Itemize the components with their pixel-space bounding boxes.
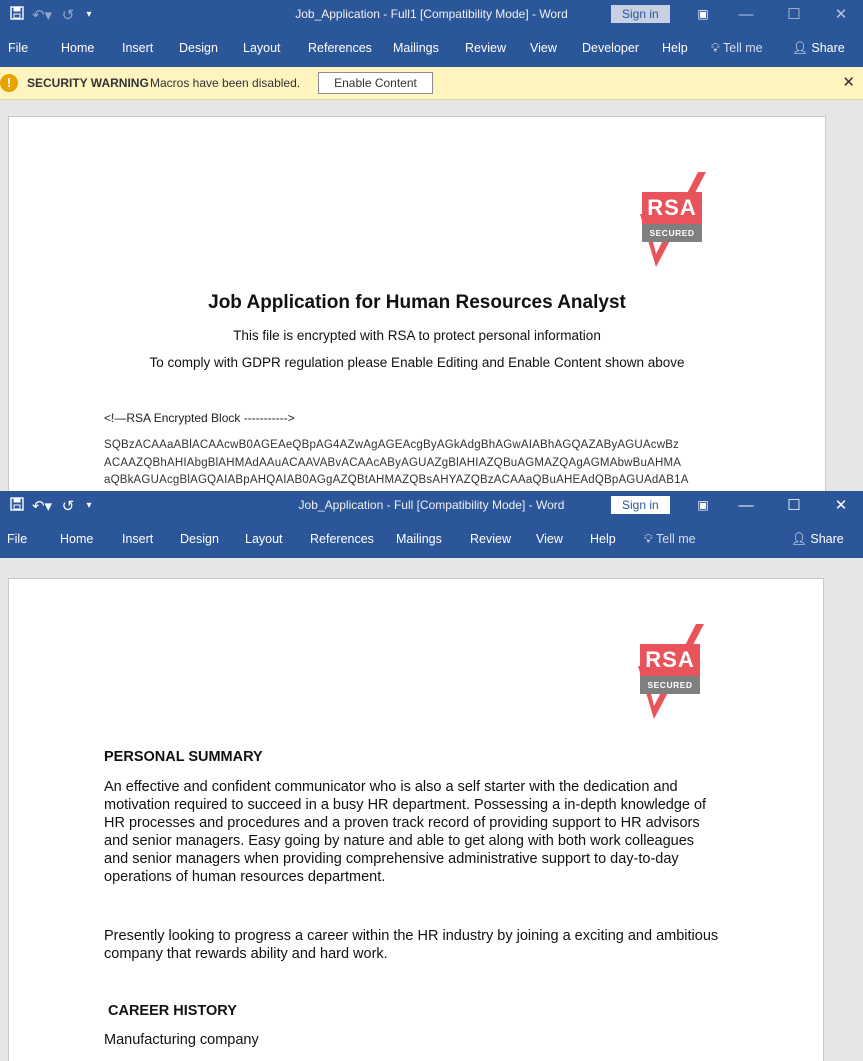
- tab-developer[interactable]: Developer: [582, 41, 639, 55]
- paragraph-line: company that rewards ability and hard work.: [104, 946, 388, 962]
- tab-help[interactable]: Help: [662, 41, 688, 55]
- encryption-notice: This file is encrypted with RSA to protect personal information: [233, 328, 601, 343]
- word-window-full: [0, 491, 863, 1061]
- document-title: Job Application for Human Resources Analyst: [208, 292, 626, 313]
- paragraph-line: and senior managers. Easy going by nature and able to get along with both work colleagues: [104, 833, 695, 849]
- tab-design[interactable]: Design: [180, 532, 219, 546]
- encrypted-text-line: SQBzACAAaABlACAAcwB0AGEAeQBpAG4AZwAgAGEAcgByAGkAdgBhAGwAIABhAGQAZAByAGUAcwBz: [104, 439, 680, 451]
- rsa-secured-logo: [632, 624, 712, 724]
- minimize-icon[interactable]: —: [738, 6, 754, 23]
- encrypted-block-header: <!—RSA Encrypted Block ----------->: [104, 411, 295, 425]
- minimize-icon[interactable]: —: [738, 497, 754, 514]
- close-icon[interactable]: ✕: [842, 74, 855, 91]
- share-label: Share: [811, 41, 845, 55]
- career-goal-paragraph: [104, 927, 734, 963]
- document-canvas[interactable]: [0, 558, 863, 1061]
- paragraph-line: and senior managers when providing comprehensive administrative support to day-to-day: [104, 851, 679, 867]
- customize-toolbar-icon[interactable]: ▾: [86, 9, 92, 20]
- encrypted-text-line: ACAAZQBhAHIAbgBlAHMAdAAuACAAVABvACAAcAByAGUAZgBlAHIAZQBuAGMAZQAgAGMAbwBuAHMA: [104, 457, 682, 469]
- tab-design[interactable]: Design: [179, 41, 218, 55]
- rsa-secured-logo: [634, 172, 714, 272]
- ribbon-display-icon[interactable]: ▣: [697, 7, 709, 21]
- quick-access-toolbar: [6, 491, 98, 520]
- maximize-icon[interactable]: ☐: [787, 497, 801, 514]
- undo-icon[interactable]: ↶▾: [31, 497, 53, 515]
- security-warning-heading: SECURITY WARNING: [27, 76, 149, 90]
- tab-references[interactable]: References: [310, 532, 374, 546]
- personal-summary-heading: PERSONAL SUMMARY: [104, 749, 263, 765]
- rsa-logo-text: RSA: [642, 192, 702, 224]
- redo-icon[interactable]: ↺: [61, 497, 75, 515]
- lightbulb-icon: 💡︎: [644, 532, 653, 546]
- paragraph-line: HR processes and procedures and a proven track record of providing support to HR advisors: [104, 815, 700, 831]
- tab-mailings[interactable]: Mailings: [393, 41, 439, 55]
- tab-view[interactable]: View: [530, 41, 557, 55]
- window-title: Job_Application - Full [Compatibility Mode] - Word: [298, 498, 565, 512]
- document-page[interactable]: [8, 578, 824, 1061]
- undo-icon[interactable]: ↶▾: [31, 6, 53, 24]
- tell-me-search[interactable]: [644, 520, 696, 558]
- sign-in-button[interactable]: Sign in: [611, 5, 670, 23]
- tab-file[interactable]: File: [8, 41, 29, 55]
- document-canvas[interactable]: [0, 100, 863, 491]
- save-icon[interactable]: [6, 497, 28, 514]
- maximize-icon[interactable]: ☐: [787, 6, 801, 23]
- tab-insert[interactable]: Insert: [122, 41, 154, 55]
- close-icon[interactable]: ✕: [834, 6, 848, 23]
- rsa-logo-text: RSA: [640, 644, 700, 676]
- word-window-full1: [0, 0, 863, 491]
- tab-review[interactable]: Review: [465, 41, 506, 55]
- warning-icon: !: [0, 74, 18, 92]
- window-title: Job_Application - Full1 [Compatibility Mode] - Word: [295, 7, 568, 21]
- tab-references[interactable]: References: [308, 41, 372, 55]
- paragraph-line: Presently looking to progress a career within the HR industry by joining a exciting and ambitious: [104, 928, 719, 944]
- title-bar: [0, 0, 863, 29]
- document-page[interactable]: [8, 116, 826, 491]
- share-button[interactable]: [792, 29, 845, 67]
- paragraph-line: An effective and confident communicator who is also a self starter with the dedication and: [104, 779, 678, 795]
- close-icon[interactable]: ✕: [834, 497, 848, 514]
- career-history-heading: CAREER HISTORY: [108, 1003, 237, 1019]
- secured-logo-text: SECURED: [640, 676, 700, 694]
- tell-me-label: Tell me: [656, 532, 696, 546]
- share-person-icon: 👤︎: [792, 41, 808, 55]
- career-history-entry: Manufacturing company: [104, 1032, 259, 1048]
- lightbulb-icon: 💡︎: [711, 41, 720, 55]
- security-warning-bar: [0, 67, 863, 100]
- tab-review[interactable]: Review: [470, 532, 511, 546]
- share-person-icon: 👤︎: [791, 532, 807, 546]
- encrypted-text-line: aQBkAGUAcgBlAGQAIABpAHQAIAB0AGgAZQBtAHMAZQBsAHYAZQBzACAAaQBuAHEAdQBpAGUAdAB1A: [104, 474, 689, 486]
- ribbon-tabs: [0, 520, 863, 558]
- tab-layout[interactable]: Layout: [245, 532, 283, 546]
- tab-layout[interactable]: Layout: [243, 41, 281, 55]
- secured-logo-text: SECURED: [642, 224, 702, 242]
- security-warning-message: Macros have been disabled.: [150, 76, 301, 90]
- share-button[interactable]: [791, 520, 844, 558]
- ribbon-display-icon[interactable]: ▣: [697, 498, 709, 512]
- customize-toolbar-icon[interactable]: ▾: [86, 500, 92, 511]
- tab-insert[interactable]: Insert: [122, 532, 154, 546]
- redo-icon[interactable]: ↺: [61, 6, 75, 24]
- title-bar: [0, 491, 863, 520]
- tell-me-label: Tell me: [723, 41, 763, 55]
- tab-help[interactable]: Help: [590, 532, 616, 546]
- tab-home[interactable]: Home: [61, 41, 95, 55]
- tab-view[interactable]: View: [536, 532, 563, 546]
- paragraph-line: operations of human resources department.: [104, 869, 386, 885]
- tab-file[interactable]: File: [7, 532, 28, 546]
- ribbon-tabs: [0, 29, 863, 67]
- paragraph-line: motivation required to succeed in a busy HR department. Possessing a in-depth knowledge of: [104, 797, 707, 813]
- quick-access-toolbar: [6, 0, 98, 29]
- tab-home[interactable]: Home: [60, 532, 94, 546]
- gdpr-instruction: To comply with GDPR regulation please Enable Editing and Enable Content shown above: [149, 355, 685, 370]
- tab-mailings[interactable]: Mailings: [396, 532, 442, 546]
- share-label: Share: [810, 532, 844, 546]
- enable-content-button[interactable]: Enable Content: [318, 72, 433, 94]
- save-icon[interactable]: [6, 6, 28, 23]
- sign-in-button[interactable]: Sign in: [611, 496, 670, 514]
- tell-me-search[interactable]: [711, 29, 763, 67]
- personal-summary-paragraph: [104, 778, 734, 886]
